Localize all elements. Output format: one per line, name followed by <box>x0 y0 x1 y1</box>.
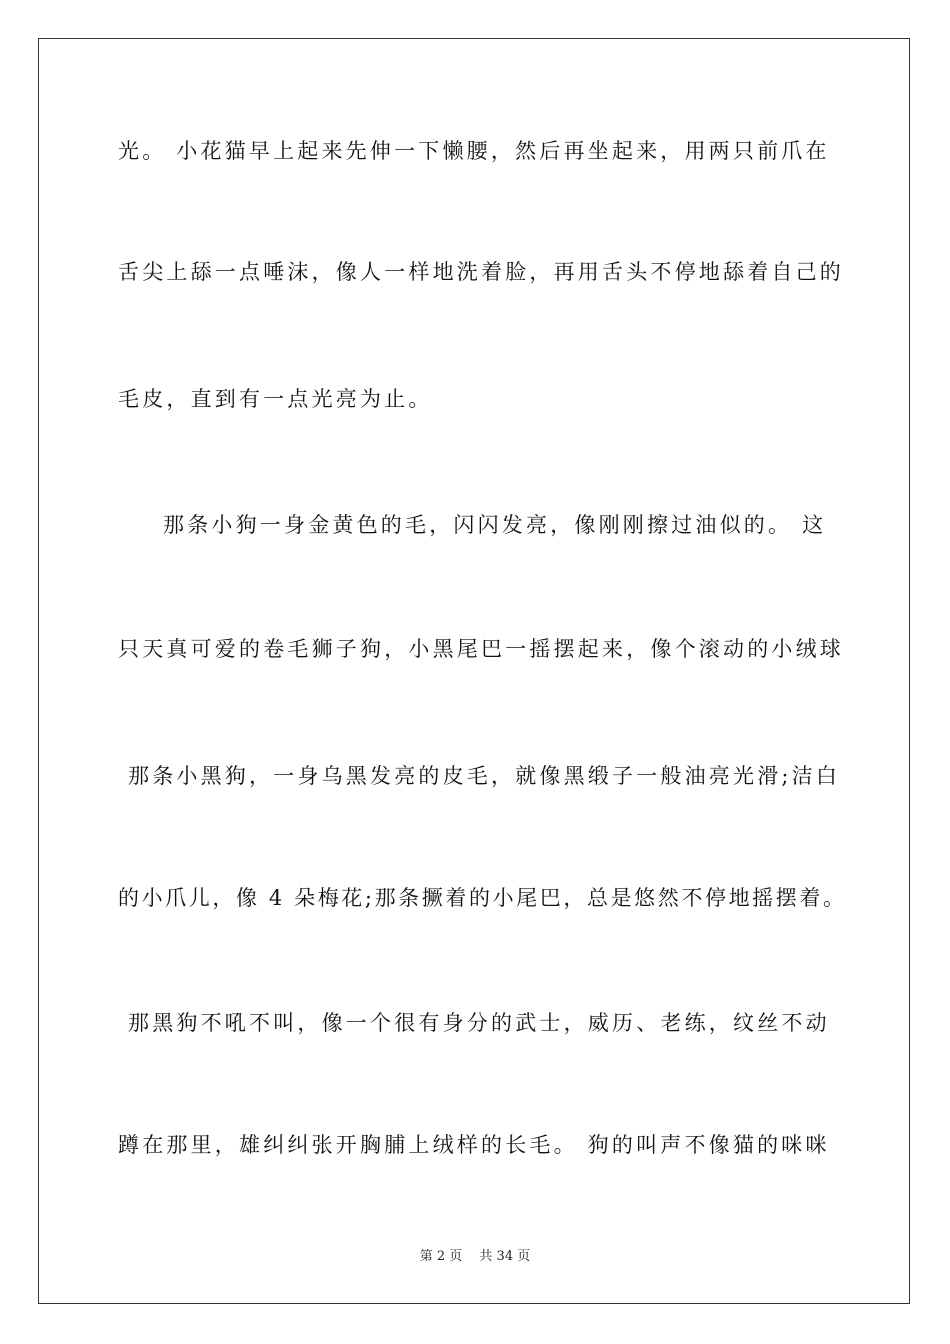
text-line-2: 舌尖上舔一点唾沫，像人一样地洗着脸，再用舌头不停地舔着自己的 <box>118 260 844 284</box>
text-line-9: 蹲在那里，雄纠纠张开胸脯上绒样的长毛。 狗的叫声不像猫的咪咪 <box>118 1133 830 1157</box>
text-line-4: 那条小狗一身金黄色的毛，闪闪发亮，像刚刚擦过油似的。 这 <box>163 513 827 537</box>
page-number-footer: 第 2 页 共 34 页 <box>419 1249 531 1264</box>
text-line-3: 毛皮，直到有一点光亮为止。 <box>118 387 433 411</box>
text-line-8: 那黑狗不吼不叫，像一个很有身分的武士，威历、老练，纹丝不动 <box>128 1011 830 1035</box>
text-line-7: 的小爪儿，像 4 朵梅花;那条撅着的小尾巴，总是悠然不停地摇摆着。 <box>118 886 847 910</box>
page-border <box>38 38 910 1304</box>
text-line-5: 只天真可爱的卷毛狮子狗，小黑尾巴一摇摆起来，像个滚动的小绒球 <box>118 637 844 661</box>
text-line-6: 那条小黑狗，一身乌黑发亮的皮毛，就像黑缎子一般油亮光滑;洁白 <box>128 764 841 788</box>
text-line-1: 光。 小花猫早上起来先伸一下懒腰，然后再坐起来，用两只前爪在 <box>118 139 830 163</box>
